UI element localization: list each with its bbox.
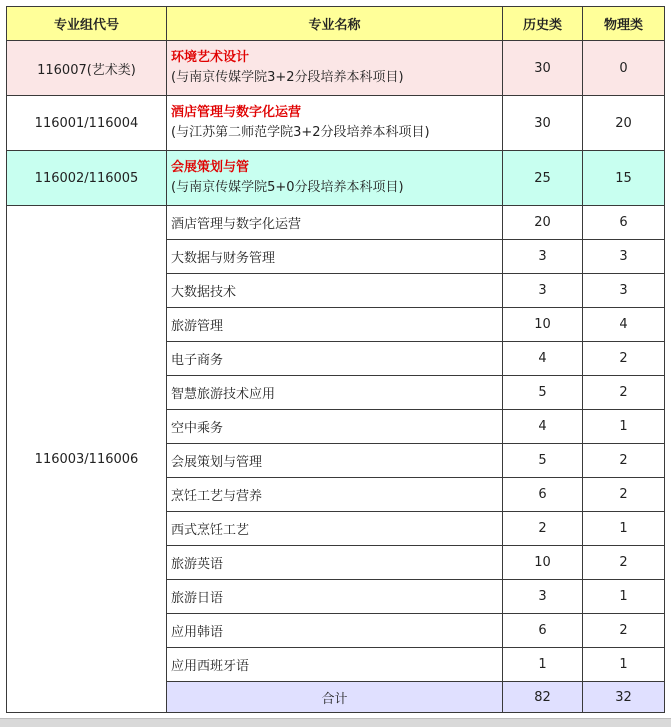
group-code-cell: 116003/116006 [7,206,167,713]
physics-cell: 2 [583,546,665,580]
total-physics-cell: 32 [583,682,665,713]
total-label-cell: 合计 [167,682,503,713]
physics-cell: 0 [583,41,665,96]
physics-cell: 4 [583,308,665,342]
physics-cell: 1 [583,512,665,546]
table-row [7,151,665,206]
major-name: 会展策划与管 [171,160,250,175]
physics-cell: 3 [583,240,665,274]
history-cell: 3 [503,274,583,308]
history-cell: 5 [503,376,583,410]
enrollment-table [6,6,665,713]
physics-cell: 2 [583,376,665,410]
group-code-cell: 116007(艺术类) [7,41,167,96]
group-code-cell: 116001/116004 [7,96,167,151]
header-physics: 物理类 [583,7,665,41]
major-name-cell: 大数据与财务管理 [167,240,503,274]
total-history-cell: 82 [503,682,583,713]
history-cell: 6 [503,614,583,648]
major-name-cell: 智慧旅游技术应用 [167,376,503,410]
table-row [7,41,665,96]
history-cell: 20 [503,206,583,240]
major-name-cell [167,96,503,151]
major-name-cell: 旅游管理 [167,308,503,342]
physics-cell: 20 [583,96,665,151]
table-body [7,41,665,713]
group-code-cell: 116002/116005 [7,151,167,206]
major-name-cell: 电子商务 [167,342,503,376]
history-cell: 2 [503,512,583,546]
physics-cell: 6 [583,206,665,240]
major-name-cell: 大数据技术 [167,274,503,308]
table-row [7,206,665,240]
major-name-cell [167,41,503,96]
major-name-cell: 旅游日语 [167,580,503,614]
physics-cell: 1 [583,410,665,444]
history-cell: 30 [503,96,583,151]
history-cell: 6 [503,478,583,512]
major-name-cell [167,151,503,206]
major-note: (与南京传媒学院3+2分段培养本科项目) [171,70,404,85]
header-major-name: 专业名称 [167,7,503,41]
major-name-cell: 烹饪工艺与营养 [167,478,503,512]
major-name-cell: 应用西班牙语 [167,648,503,682]
table-row [7,96,665,151]
major-note: (与南京传媒学院5+0分段培养本科项目) [171,180,404,195]
major-name-cell: 空中乘务 [167,410,503,444]
physics-cell: 2 [583,478,665,512]
physics-cell: 1 [583,580,665,614]
physics-cell: 3 [583,274,665,308]
physics-cell: 2 [583,614,665,648]
history-cell: 4 [503,342,583,376]
major-name: 酒店管理与数字化运营 [171,105,302,120]
physics-cell: 2 [583,342,665,376]
major-name-cell: 西式烹饪工艺 [167,512,503,546]
history-cell: 10 [503,308,583,342]
history-cell: 10 [503,546,583,580]
major-name-cell: 旅游英语 [167,546,503,580]
header-row [7,7,665,41]
history-cell: 3 [503,240,583,274]
major-name-cell: 会展策划与管理 [167,444,503,478]
history-cell: 4 [503,410,583,444]
header-history: 历史类 [503,7,583,41]
header-group-code: 专业组代号 [7,7,167,41]
major-name: 环境艺术设计 [171,50,250,65]
major-name-cell: 应用韩语 [167,614,503,648]
physics-cell: 1 [583,648,665,682]
major-name-cell: 酒店管理与数字化运营 [167,206,503,240]
physics-cell: 2 [583,444,665,478]
history-cell: 5 [503,444,583,478]
history-cell: 1 [503,648,583,682]
history-cell: 30 [503,41,583,96]
major-note: (与江苏第二师范学院3+2分段培养本科项目) [171,125,430,140]
history-cell: 25 [503,151,583,206]
history-cell: 3 [503,580,583,614]
physics-cell: 15 [583,151,665,206]
